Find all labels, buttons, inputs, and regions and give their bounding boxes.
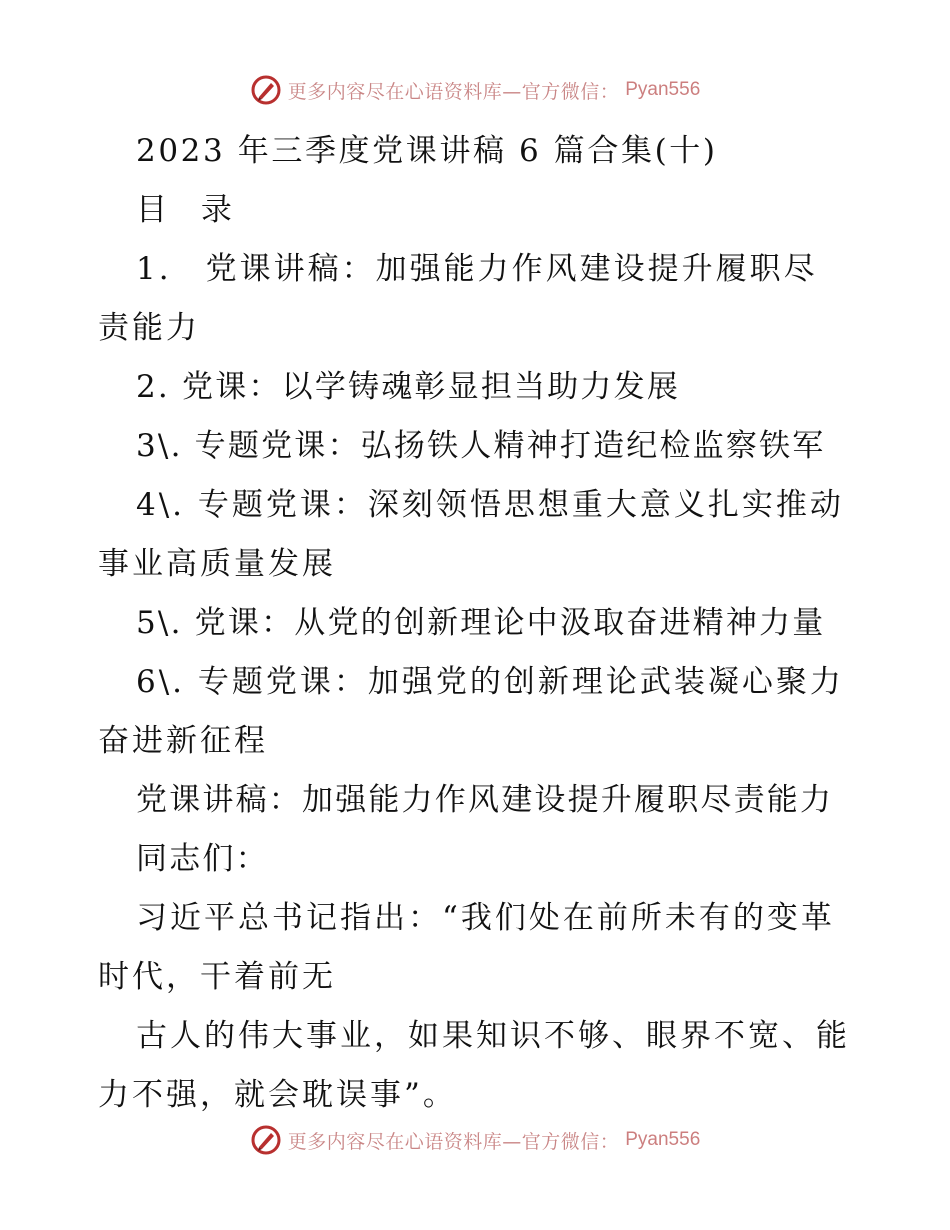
toc-item: 3\. 专题党课：弘扬铁人精神打造纪检监察铁军 xyxy=(136,428,826,464)
watermark-wechat-id: Pyan556 xyxy=(625,79,701,100)
document-body xyxy=(98,122,850,1125)
watermark-wechat-id: Pyan556 xyxy=(625,1129,701,1150)
toc-item: 5\. 党课：从党的创新理论中汲取奋进精神力量 xyxy=(136,605,826,641)
paragraph: 习近平总书记指出：“我们处在前所未有的变革时代，干着前无 xyxy=(98,900,835,995)
toc-item: 2. 党课：以学铸魂彰显担当助力发展 xyxy=(136,369,681,405)
toc-item: 1. 党课讲稿：加强能力作风建设提升履职尽责能力 xyxy=(98,251,818,346)
footer-watermark xyxy=(0,1122,950,1158)
greeting: 同志们： xyxy=(136,841,269,877)
pen-logo-icon xyxy=(250,74,282,106)
toc-item: 4\. 专题党课：深刻领悟思想重大意义扎实推动事业高质量发展 xyxy=(98,487,844,582)
toc-heading: 目 录 xyxy=(136,192,244,228)
section-title: 党课讲稿：加强能力作风建设提升履职尽责能力 xyxy=(136,782,834,818)
pen-logo-icon xyxy=(250,1124,282,1156)
watermark-text: 更多内容尽在心语资料库—官方微信： xyxy=(287,80,620,103)
header-watermark xyxy=(0,72,950,108)
toc-item: 6\. 专题党课：加强党的创新理论武装凝心聚力奋进新征程 xyxy=(98,664,844,759)
watermark-text: 更多内容尽在心语资料库—官方微信： xyxy=(287,1130,620,1153)
document-title: 2023 年三季度党课讲稿 6 篇合集(十) xyxy=(136,133,718,169)
paragraph: 古人的伟大事业，如果知识不够、眼界不宽、能力不强，就会耽误事”。 xyxy=(98,1018,850,1113)
